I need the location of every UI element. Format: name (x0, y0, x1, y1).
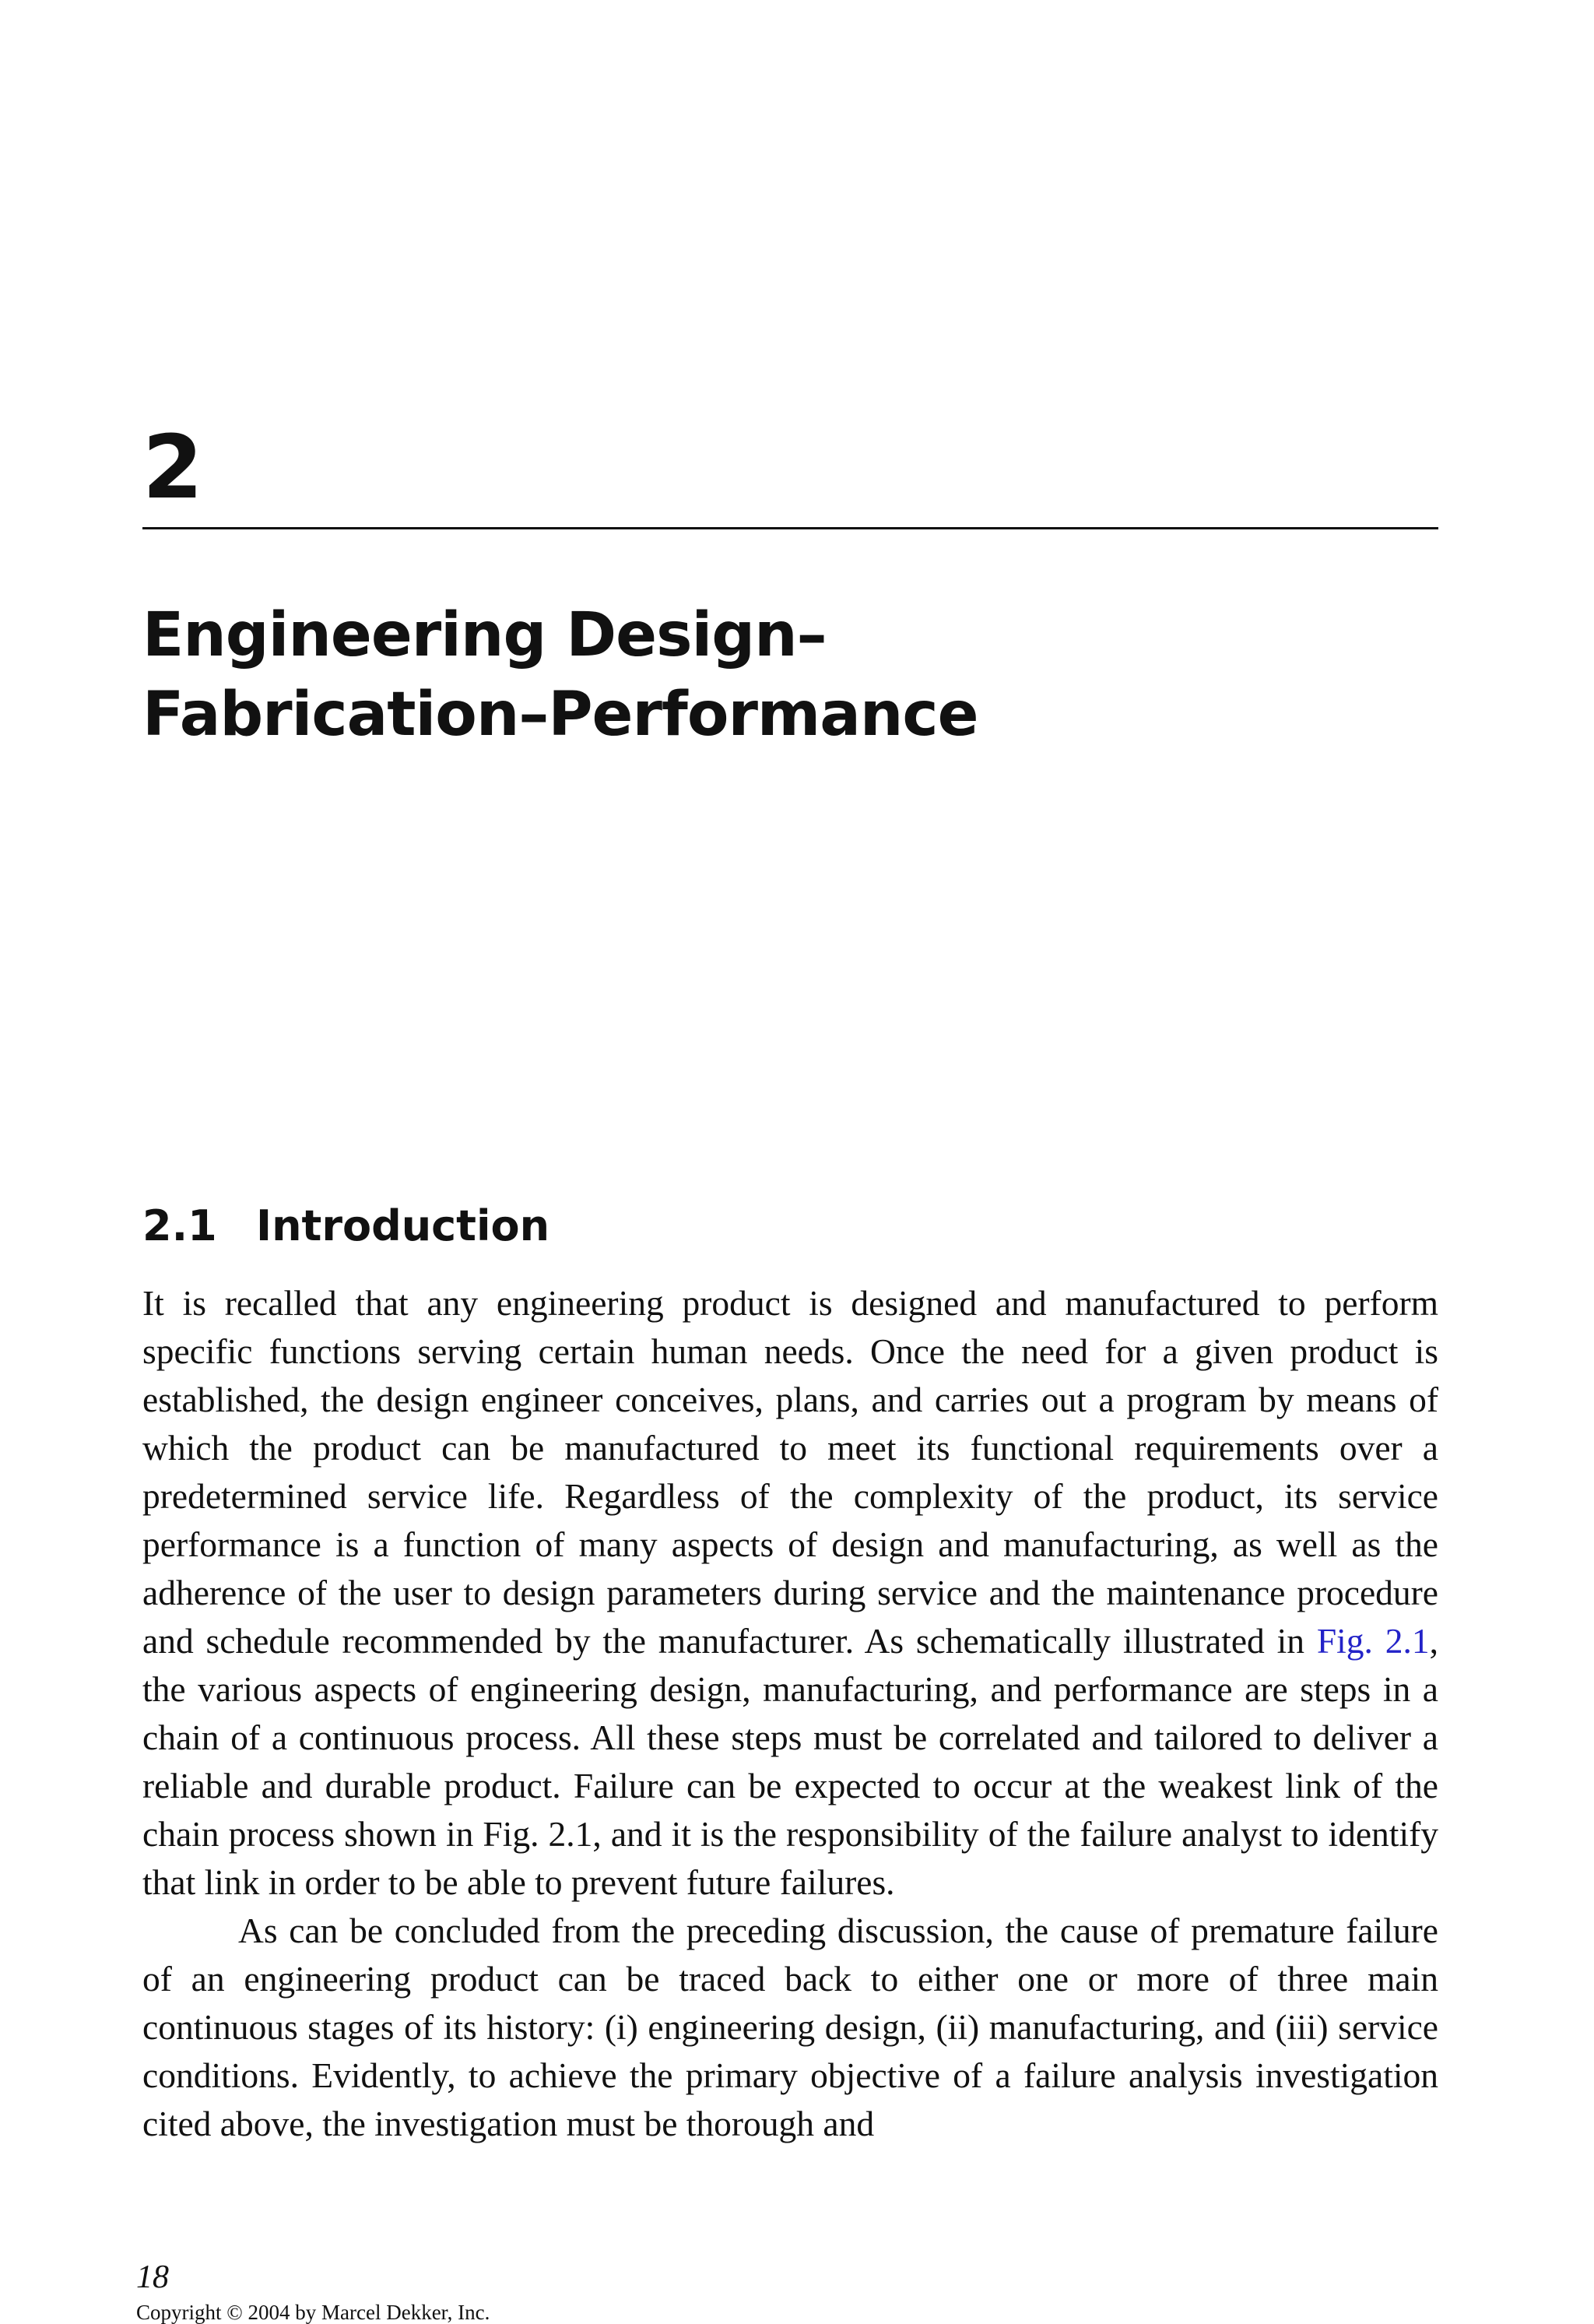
chapter-number: 2 (142, 417, 203, 519)
section-number: 2.1 (142, 1201, 217, 1250)
paragraph-1-text-a: It is recalled that any engineering product is designed and manufactured to perform specific functions serving certain human needs. Once the need for a given product is established, the design engineer conceives, plans, and carries out a program by means of which the product can be manufactured to meet its functional requirements over a predetermined service life. Regardless of the complexity of the product, its service performance is a function of many aspects of design and manufacturing, as well as the adherence of the user to design parameters during service and the maintenance procedure and schedule recommended by the manufacturer. As schematically illustrated in (142, 1283, 1438, 1661)
page-number: 18 (136, 2259, 169, 2295)
chapter-title-line-1: Engineering Design– (142, 600, 827, 670)
section-title: Introduction (256, 1201, 550, 1250)
copyright-notice: Copyright © 2004 by Marcel Dekker, Inc. (136, 2301, 490, 2324)
section-heading (142, 1201, 550, 1250)
chapter-title-line-2: Fabrication–Performance (142, 680, 978, 750)
chapter-divider (142, 527, 1438, 529)
body-text (142, 1279, 1438, 2148)
chapter-title (142, 596, 1438, 754)
paragraph-1 (142, 1279, 1438, 1907)
paragraph-1-text-b: , the various aspects of engineering design, manufacturing, and performance are steps in a chain of a continuous process. All these steps must be correlated and tailored to deliver a reliable and durable product. Failure can be expected to occur at the weakest link of the chain process shown in Fig. 2.1, and it is the responsibility of the failure analyst to identify that link in order to be able to prevent future failures. (142, 1621, 1438, 1902)
figure-reference-link[interactable]: Fig. 2.1 (1316, 1621, 1430, 1661)
paragraph-2: As can be concluded from the preceding discussion, the cause of premature failure of an engineering product can be traced back to either one or more of three main continuous stages of its history: (i) engineering design, (ii) manufacturing, and (iii) service conditions. Evidently, to achieve the primary objective of a failure analysis investigation cited above, the investigation must be thorough and (142, 1911, 1438, 2143)
